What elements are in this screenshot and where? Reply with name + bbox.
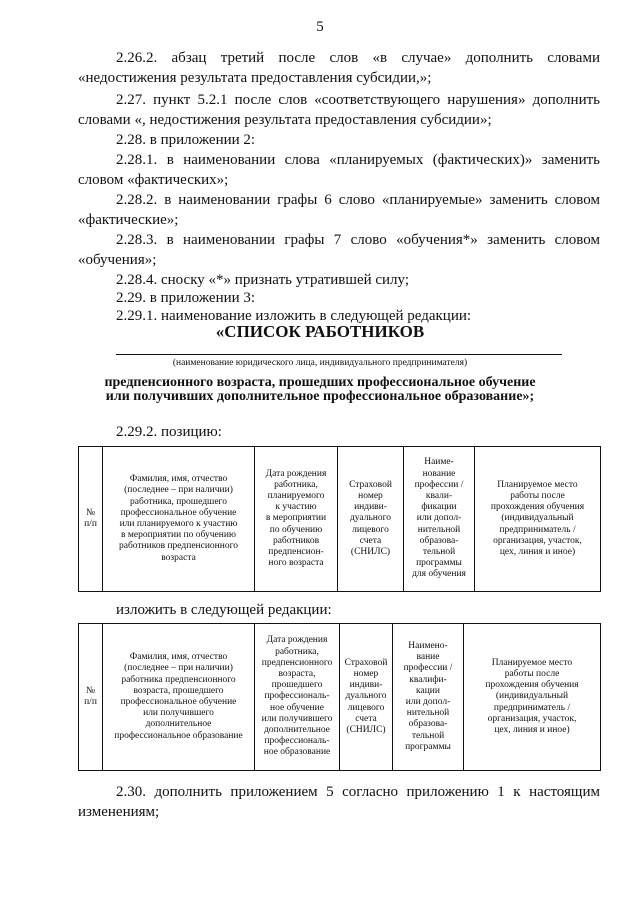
cell-text-line: предприниматель / [493,702,571,713]
cell-text-line: предприниматель / [499,524,576,535]
cell-text-line: индиви- [354,502,387,513]
paragraph-2-30-line1: 2.30. дополнить приложением 5 согласно приложению 1 к настоящим [116,784,600,800]
cell-text-line: цех, линия и иное) [499,547,576,557]
cell-text-line: или получившего [143,708,214,719]
header-cell-snils [340,624,393,771]
header-cell-profession [404,447,475,592]
cell-text-line: лицевого [347,702,385,713]
cell-text-line: работника, [274,479,318,490]
cell-text-line: нительной [417,524,461,535]
cell-text-line: Планируемое место [491,657,573,668]
cell-text-line: счета [355,713,377,724]
cell-text-line: или допол- [405,697,451,707]
cell-text-line: или получившего [261,713,333,724]
cell-text-line: Фамилия, имя, отчество [129,652,228,663]
header-cell-workplace [464,624,601,771]
paragraph-2-30-line2: изменениям; [78,804,160,820]
cell-text-line: вание [416,652,440,663]
cell-text-line: программы [405,741,451,752]
paragraph-2-28-2-line1: 2.28.2. в наименовании графы 6 слово «планируемые» заменить словом [116,192,600,208]
list-title: «СПИСОК РАБОТНИКОВ [215,322,425,341]
cell-text-line: Наимено- [408,640,448,651]
cell-text-line: № [85,685,96,696]
cell-text-line: п/п [84,519,97,529]
cell-text-line: работника, прошедшего [130,496,227,507]
cell-text-line: прошедшего [271,680,323,691]
paragraph-2-29: 2.29. в приложении 3: [116,290,256,306]
header-cell-workplace [475,447,601,592]
cell-text-line: планируемого [267,490,325,501]
cell-text-line: Страховой [344,657,388,668]
cell-text-line: возраста [161,552,196,563]
cell-text-line: ное обучение [270,702,324,713]
cell-text-line: профессии / [403,663,453,674]
cell-text-line: в мероприятии [265,513,327,524]
header-cell-full-name [103,624,255,771]
cell-text-line: дуального [349,513,392,524]
paragraph-2-28-1-line1: 2.28.1. в наименовании слова «планируемых (фактических)» заменить [116,152,600,168]
cell-text-line: возраста, прошедшего [133,685,224,696]
header-cell-number [79,447,103,592]
page-number: 5 [316,19,324,35]
cell-text-line: Фамилия, имя, отчество [129,474,228,485]
paragraph-2-26-2-line1: 2.26.2. абзац третий после слов «в случае» дополнить словами [116,50,600,66]
cell-text-line: программы [416,558,462,569]
cell-text-line: цех, линия и иное) [494,725,570,735]
cell-text-line: дополнительное [145,719,212,730]
cell-text-line: номер [358,490,383,501]
cell-text-line: дуального [345,691,387,702]
cell-text-line: п/п [84,697,97,707]
cell-text-line: (индивидуальный [495,691,569,702]
subtitle-line1: предпенсионного возраста, прошедших профессиональное обучение [104,375,536,390]
paragraph-2-26-2-line2: «недостижения результата предоставления субсидии,»; [78,70,432,86]
cell-text-line: номер [353,668,379,679]
cell-text-line: работы после [510,490,565,501]
cell-text-line: (СНИЛС) [346,725,386,735]
cell-text-line: организация, участок, [493,535,582,546]
cell-text-line: в мероприятии по обучению [120,530,236,541]
cell-text-line: для обучения [412,569,466,580]
cell-text-line: работника, [275,646,319,657]
cell-text-line: (последнее – при наличии) [124,485,233,496]
header-cell-number [79,624,103,771]
header-cell-birth-date [255,447,338,592]
cell-text-line: (СНИЛС) [350,547,391,557]
cell-text-line: № [85,507,96,518]
cell-text-line: работников предпенсионного [118,541,238,552]
cell-text-line: ного возраста [268,558,324,569]
cell-text-line: образова- [419,535,459,546]
paragraph-2-28: 2.28. в приложении 2: [116,132,256,148]
cell-text-line: предпенсион- [268,547,324,557]
subtitle-line2: или получивших дополнительное профессиональное образование»; [105,389,535,404]
paragraph-2-27-line1: 2.27. пункт 5.2.1 после слов «соответствующего нарушения» дополнить [116,92,600,108]
cell-text-line: квали- [425,490,453,501]
paragraph-2-28-4: 2.28.4. сноску «*» признать утратившей силу; [116,272,410,288]
paragraph-2-28-3-line2: «обучения»; [78,252,157,268]
cell-text-line: профессиональное образование [114,730,243,741]
header-cell-full-name [103,447,255,592]
cell-text-line: или планируемого к участию [119,519,238,529]
cell-text-line: кации [416,685,440,696]
cell-text-line: лицевого [352,524,389,535]
cell-text-line: индиви- [349,680,383,691]
table-row [79,447,601,592]
cell-text-line: профессиональ- [264,736,330,747]
cell-text-line: профессиональное обучение [120,507,237,518]
cell-text-line: возраста, [278,668,316,679]
cell-text-line: тельной [422,547,456,557]
header-cell-birth-date [255,624,340,771]
name-underline [116,354,562,355]
cell-text-line: счета [359,535,382,546]
cell-text-line: прохождения обучения [485,680,579,691]
cell-text-line: квалифи- [409,674,447,685]
header-cell-profession [393,624,464,771]
cell-text-line: нительной [406,708,450,719]
cell-text-line: к участию [275,502,317,513]
cell-text-line: (индивидуальный [501,513,574,524]
paragraph-2-28-3-line1: 2.28.3. в наименовании графы 7 слово «обучения*» заменить словом [116,232,600,248]
cell-text-line: профессиональное обучение [120,697,237,707]
cell-text-line: профессии / [414,479,464,490]
replace-label: изложить в следующей редакции: [116,602,332,618]
current-position-table [78,446,601,592]
cell-text-line: фикации [421,502,457,513]
header-cell-snils [338,447,404,592]
cell-text-line: организация, участок, [487,713,577,724]
cell-text-line: Страховой [349,479,392,490]
paragraph-2-27-line2: словами «, недостижения результата предоставления субсидии»; [78,112,492,128]
cell-text-line: (последнее – при наличии) [124,663,233,674]
cell-text-line: Планируемое место [497,479,578,490]
table-row [79,624,601,771]
paragraph-2-29-2: 2.29.2. позицию: [116,424,222,440]
cell-text-line: образова- [408,719,448,730]
cell-text-line: прохождения обучения [490,502,585,513]
underline-caption: (наименование юридического лица, индивидуального предпринимателя) [172,358,468,368]
cell-text-line: Дата рождения [266,635,328,646]
cell-text-line: работника предпенсионного [121,674,236,685]
paragraph-2-28-1-line2: словом «фактических»; [78,172,229,188]
cell-text-line: работы после [504,668,560,679]
cell-text-line: тельной [411,730,445,741]
cell-text-line: нование [422,468,456,479]
cell-text-line: дополнительное [264,725,330,735]
cell-text-line: по обучению [269,524,323,535]
cell-text-line: работников [272,535,320,546]
paragraph-2-28-2-line2: «фактические»; [78,212,179,228]
cell-text-line: Наиме- [424,457,454,468]
cell-text-line: или допол- [416,513,462,524]
cell-text-line: ное образование [263,747,331,758]
cell-text-line: Дата рождения [265,468,327,479]
cell-text-line: предпенсионного [261,657,333,668]
new-position-table [78,623,601,771]
cell-text-line: профессиональ- [264,691,330,702]
paragraph-2-29-1: 2.29.1. наименование изложить в следующей редакции: [116,308,472,324]
